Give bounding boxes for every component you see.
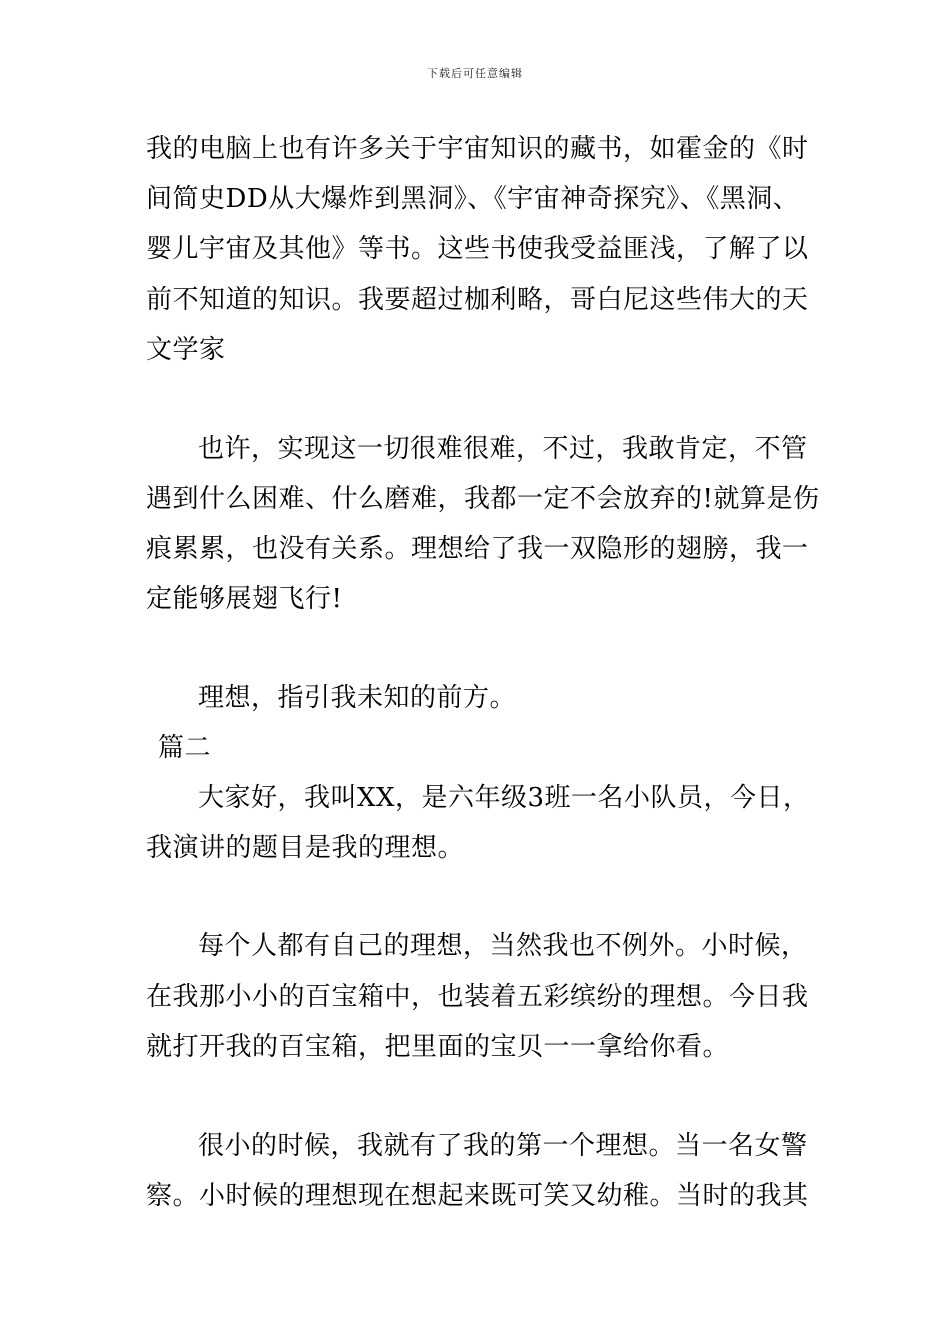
paragraph-line: 痕累累，也没有关系。理想给了我一双隐形的翅膀，我一 — [146, 534, 809, 564]
page-header: 下载后可任意编辑 — [427, 67, 523, 80]
paragraph-line: 在我那小小的百宝箱中，也装着五彩缤纷的理想。今日我 — [146, 982, 809, 1012]
paragraph-line: 也许，实现这一切很难很难，不过，我敢肯定，不管 — [198, 434, 808, 464]
paragraph-line: 就打开我的百宝箱，把里面的宝贝一一拿给你看。 — [146, 1032, 730, 1062]
paragraph-line: 察。小时候的理想现在想起来既可笑又幼稚。当时的我其 — [146, 1181, 809, 1211]
paragraph-line: 每个人都有自己的理想，当然我也不例外。小时候， — [198, 931, 808, 961]
paragraph-line: 婴儿宇宙及其他》等书。这些书使我受益匪浅，了解了以 — [146, 234, 809, 264]
paragraph-line: 大家好，我叫XX，是六年级3班一名小队员，今日， — [198, 783, 810, 813]
paragraph-line: 很小的时候，我就有了我的第一个理想。当一名女警 — [198, 1131, 808, 1161]
paragraph-line: 遇到什么困难、什么磨难，我都一定不会放弃的!就算是伤 — [146, 484, 820, 514]
section-heading: 篇二 — [158, 733, 212, 763]
paragraph-line: 定能够展翅飞行! — [146, 584, 343, 614]
paragraph-line: 我的电脑上也有许多关于宇宙知识的藏书，如霍金的《时 — [146, 134, 809, 164]
paragraph-line: 理想，指引我未知的前方。 — [198, 683, 517, 713]
paragraph-line: 前不知道的知识。我要超过枷利略，哥白尼这些伟大的天 — [146, 285, 809, 315]
paragraph-line: 文学家 — [146, 335, 226, 365]
paragraph-line: 间简史DD从大爆炸到黑洞》、《宇宙神奇探究》、《黑洞、 — [146, 184, 800, 214]
paragraph-line: 我演讲的题目是我的理想。 — [146, 833, 465, 863]
